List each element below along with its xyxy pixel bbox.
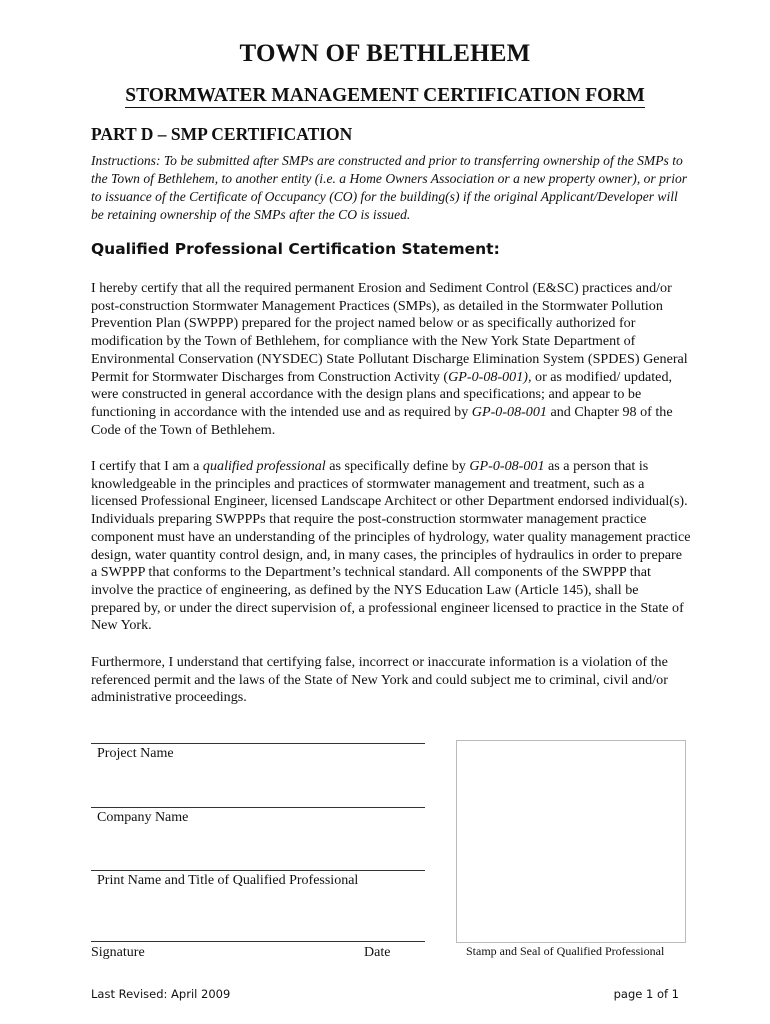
project-name-line[interactable] [91, 743, 425, 744]
p1-permit-ref-2: GP-0-08-001 [471, 403, 547, 420]
statement-heading: Qualified Professional Certification Statement: [91, 240, 500, 258]
p2-permit-ref: GP-0-08-001 [469, 458, 545, 474]
last-revised: Last Revised: April 2009 [91, 987, 231, 1001]
p2-text-c: as a person that is knowledgeable in the principles and practices of stormwater management and treatment, such as a licensed Professional Engineer, licensed Landscape Architect or other Department endorsed individual(s). Individuals preparing SWPPPs that require the post-construction stormwater management practice component must have an understanding of the principles of hydrology, water quality management practice design, water quantity control design, and, in many cases, the principles of hydraulics in order to prepare a SWPPP that conforms to the Department’s technical standard. All components of the SWPPP that involve the practice of engineering, as defined by the NYS Education Law (Article 145), shall be prepared by, or under the direct supervision of, a professional engineer licensed to practice in the State of New York. [91, 458, 691, 634]
company-name-line[interactable] [91, 807, 425, 808]
instructions-text: Instructions: To be submitted after SMPs are constructed and prior to transferring ownership of the SMPs to the Town of Bethlehem, to another entity (i.e. a Home Owners Association or a new property owner), or prior to issuance of the Certificate of Occupancy (CO) for the building(s) if the original Applicant/Developer will be retaining ownership of the SMPs after the CO is issued. [91, 153, 688, 222]
stamp-seal-label: Stamp and Seal of Qualified Professional [466, 944, 665, 958]
print-name-title-label: Print Name and Title of Qualified Professional [97, 873, 359, 888]
company-name-label: Company Name [97, 810, 189, 825]
p2-qualified-professional: qualified professional [202, 458, 326, 474]
stamp-seal-box[interactable] [456, 740, 686, 943]
p2-text-b: as specifically define by [325, 458, 470, 474]
signature-label: Signature [91, 945, 145, 960]
page-title: TOWN OF BETHLEHEM [239, 40, 531, 67]
certification-paragraph-3: Furthermore, I understand that certifying false, incorrect or inaccurate information is a violation of the referenced permit and the laws of the State of New York and could subject me to criminal, civil and/or administrative proceedings. [91, 654, 668, 706]
p1-text-a: I hereby certify that all the required permanent Erosion and Sediment Control (E&SC) practices and/or post-construction Stormwater Management Practices (SMPs), as detailed in the Stormwater Pollution Prevention Plan (SWPPP) prepared for the project named below or as specifically authorized for modification by the Town of Bethlehem, for compliance with the New York State Department of Environmental Conservation (NYSDEC) State Pollutant Discharge Elimination System (SPDES) General Permit for Stormwater Discharges from Construction Activity ( [91, 280, 688, 385]
form-subtitle-text: STORMWATER MANAGEMENT CERTIFICATION FORM [125, 85, 645, 106]
form-subtitle [0, 85, 770, 107]
certification-paragraph-2 [91, 458, 691, 635]
print-name-line[interactable] [91, 870, 425, 871]
signature-line[interactable] [91, 941, 425, 942]
p1-text-c: and Chapter 98 of the Code of the Town of Bethlehem. [91, 403, 673, 438]
date-label: Date [364, 945, 391, 960]
p1-text-b: or as modified/ updated, were constructed in general accordance with the design plans and specifications; and appear to be functioning in accordance with the intended use and as required by [91, 368, 673, 420]
p1-permit-ref-1: GP-0-08-001), [448, 368, 532, 385]
part-heading: PART D – SMP CERTIFICATION [91, 124, 353, 144]
p2-text-a: I certify that I am a [91, 458, 203, 474]
certification-paragraph-1 [91, 280, 691, 439]
project-name-label: Project Name [97, 746, 174, 761]
page-number: page 1 of 1 [613, 987, 679, 1001]
